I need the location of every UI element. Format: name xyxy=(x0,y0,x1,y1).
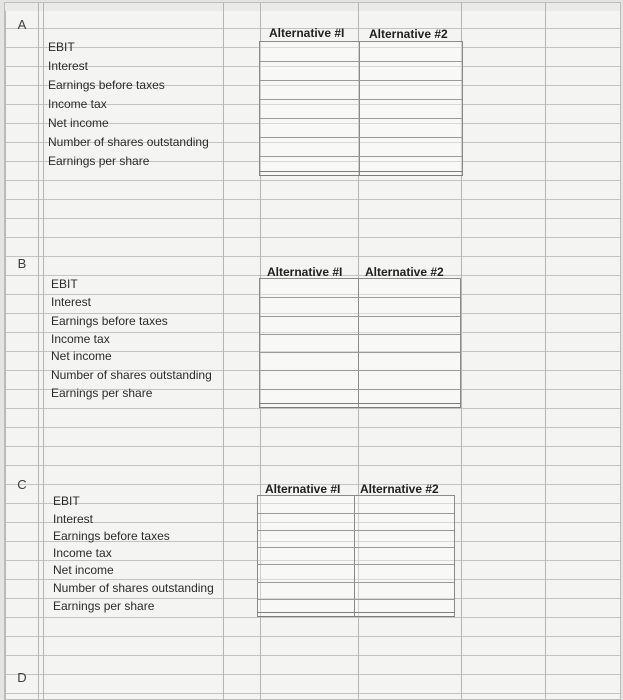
section-letter: A xyxy=(17,17,27,32)
section-c xyxy=(5,473,620,643)
row-label-income-tax: Income tax xyxy=(53,546,112,560)
row-label-income-tax: Income tax xyxy=(51,332,110,346)
row-label-shares-outstanding: Number of shares outstanding xyxy=(48,135,209,149)
row-label-shares-outstanding: Number of shares outstanding xyxy=(51,368,212,382)
row-label-net-income: Net income xyxy=(53,563,114,577)
section-d xyxy=(5,643,620,699)
row-label-earnings-per-share: Earnings per share xyxy=(53,599,155,613)
alternative-2-header: Alternative #2 xyxy=(360,482,439,496)
double-underline xyxy=(259,403,461,408)
section-letter: B xyxy=(17,256,27,271)
row-label-ebit: EBIT xyxy=(53,494,80,508)
section-letter: D xyxy=(17,670,27,685)
row-label-earnings-before-taxes: Earnings before taxes xyxy=(53,529,170,543)
row-label-ebit: EBIT xyxy=(51,277,78,291)
section-a xyxy=(5,3,620,248)
row-label-earnings-per-share: Earnings per share xyxy=(48,154,150,168)
row-label-net-income: Net income xyxy=(48,116,109,130)
section-b xyxy=(5,248,620,473)
section-letter: C xyxy=(17,477,27,492)
row-label-net-income: Net income xyxy=(51,349,112,363)
alternative-1-header: Alternative #I xyxy=(267,265,343,279)
row-label-earnings-before-taxes: Earnings before taxes xyxy=(51,314,168,328)
answer-grid xyxy=(259,41,463,176)
alternative-1-header: Alternative #I xyxy=(265,482,341,496)
row-label-ebit: EBIT xyxy=(48,40,75,54)
double-underline xyxy=(257,612,455,617)
alternative-2-header: Alternative #2 xyxy=(369,27,448,41)
row-label-earnings-before-taxes: Earnings before taxes xyxy=(48,78,165,92)
answer-grid xyxy=(257,495,455,617)
double-underline xyxy=(259,171,463,176)
alternative-1-header: Alternative #I xyxy=(269,26,345,40)
row-label-interest: Interest xyxy=(48,59,89,73)
row-label-interest: Interest xyxy=(51,295,92,309)
alternative-2-header: Alternative #2 xyxy=(365,265,444,279)
row-label-income-tax: Income tax xyxy=(48,97,107,111)
row-label-shares-outstanding: Number of shares outstanding xyxy=(53,581,214,595)
row-label-interest: Interest xyxy=(53,512,94,526)
spreadsheet-grid xyxy=(4,2,621,700)
answer-grid xyxy=(259,278,461,408)
row-label-earnings-per-share: Earnings per share xyxy=(51,386,153,400)
